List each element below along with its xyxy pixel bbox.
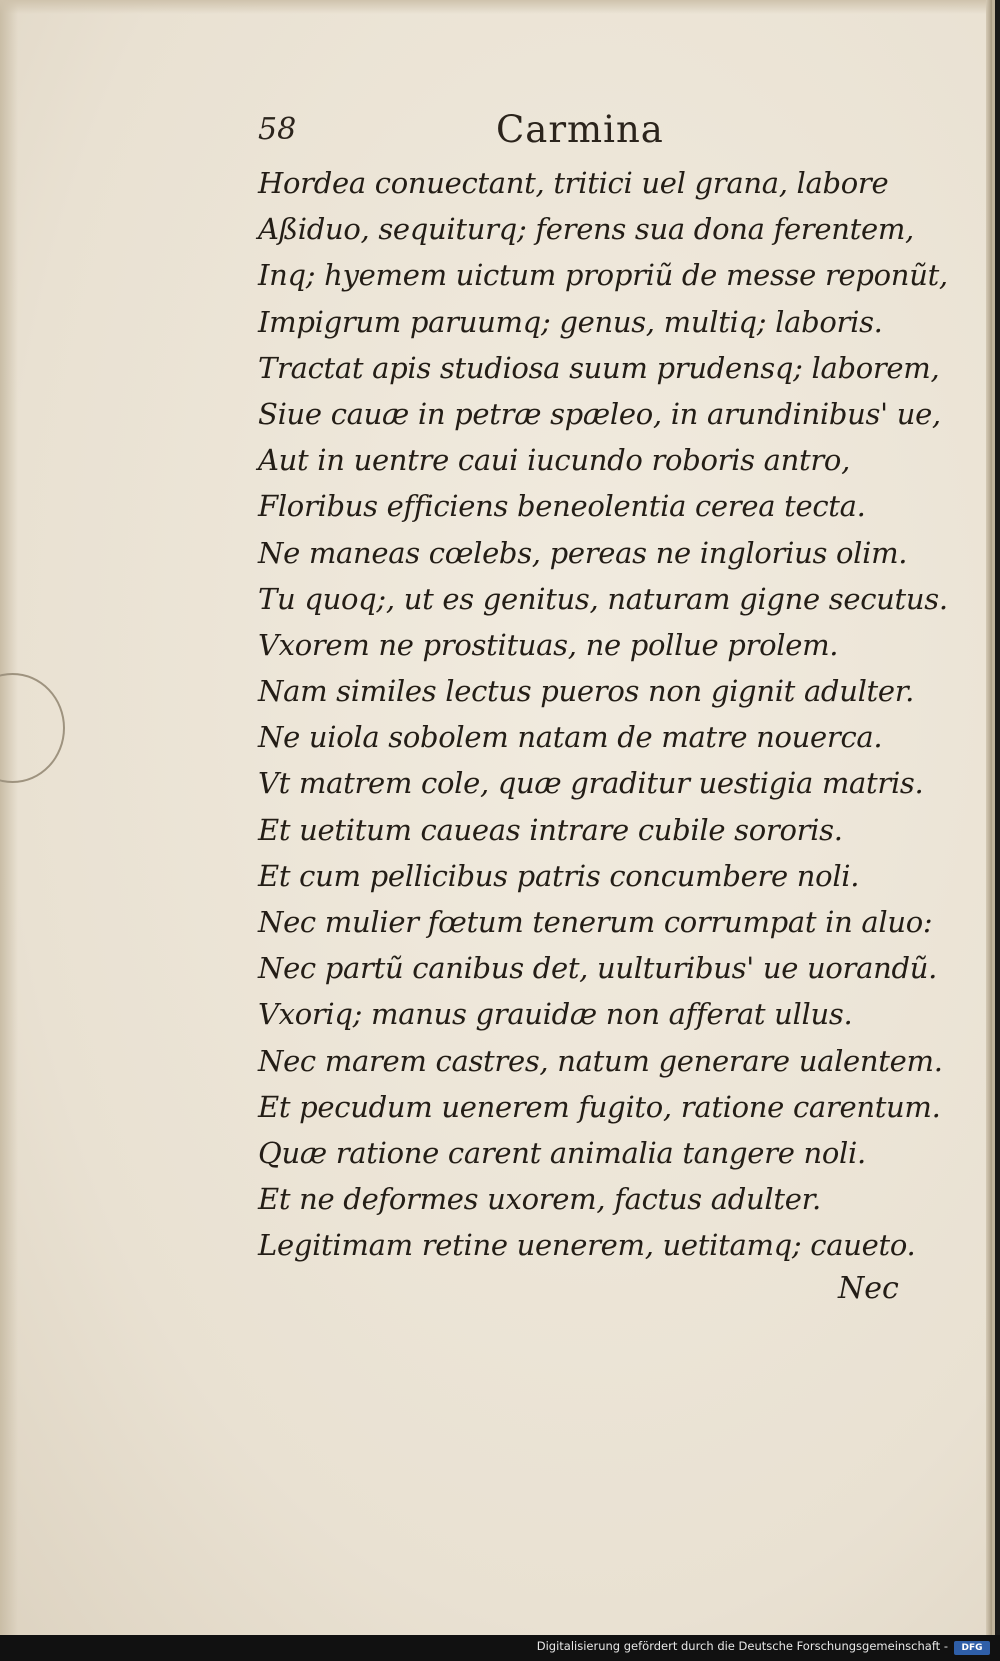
verse-line: Et cum pellicibus patris concumbere noli. <box>258 858 860 893</box>
verse-line: Aßiduo, sequiturq; ferens sua dona ferentem, <box>258 212 914 247</box>
verse-line: Vt matrem cole, quæ graditur uestigia matris. <box>258 766 924 801</box>
running-head <box>258 108 858 154</box>
verse-line: Vxorem ne prostituas, ne pollue prolem. <box>258 627 839 662</box>
verse-line: Inq; hyemem uictum propriũ de messe reponũt, <box>258 258 948 293</box>
top-shadow <box>0 0 992 14</box>
verse-line: Tractat apis studiosa suum prudensq; laborem, <box>258 350 940 385</box>
verse-line: Et uetitum caueas intrare cubile sororis. <box>258 812 843 847</box>
verse-line: Hordea conuectant, tritici uel grana, labore <box>258 166 889 200</box>
verse-line: Nec marem castres, natum generare ualentem. <box>258 1043 943 1078</box>
catchword: Nec <box>838 1271 899 1306</box>
verse-line: Impigrum paruumq; genus, multiq; laboris. <box>258 304 883 339</box>
verse-line: Floribus efficiens beneolentia cerea tecta. <box>258 489 866 524</box>
page-edge <box>986 0 992 1635</box>
verse-line: Ne maneas cœlebs, pereas ne inglorius olim. <box>258 535 908 570</box>
page-number: 58 <box>258 112 297 147</box>
verse-line: Et ne deformes uxorem, factus adulter. <box>258 1182 821 1217</box>
verse-line: Nam similes lectus pueros non gignit adulter. <box>258 674 915 709</box>
gutter-shadow <box>0 0 18 1635</box>
verse-text-block <box>258 160 948 1269</box>
running-title: Carmina <box>496 108 664 151</box>
funding-credit: Digitalisierung gefördert durch die Deutsche Forschungsgemeinschaft - <box>536 1639 948 1653</box>
footer-bar <box>0 1635 1000 1661</box>
dfg-logo: DFG <box>954 1641 990 1655</box>
verse-line: Quæ ratione carent animalia tangere noli. <box>258 1135 866 1170</box>
verse-line: Vxoriq; manus grauidæ non afferat ullus. <box>258 997 853 1032</box>
verse-line: Et pecudum uenerem fugito, ratione carentum. <box>258 1089 941 1124</box>
verse-line: Aut in uentre caui iucundo roboris antro, <box>258 443 851 478</box>
verse-line: Legitimam retine uenerem, uetitamq; caueto. <box>258 1228 916 1263</box>
verse-line: Ne uiola sobolem natam de matre nouerca. <box>258 720 883 755</box>
verse-line: Nec partũ canibus det, uulturibus' ue uorandũ. <box>258 951 938 986</box>
verse-line: Tu quoq;, ut es genitus, naturam gigne secutus. <box>258 581 948 616</box>
verse-line: Nec mulier fœtum tenerum corrumpat in aluo: <box>258 905 933 939</box>
verse-line: Siue cauæ in petræ spæleo, in arundinibus' ue, <box>258 396 941 431</box>
bookmark-tab-outline <box>0 673 65 783</box>
